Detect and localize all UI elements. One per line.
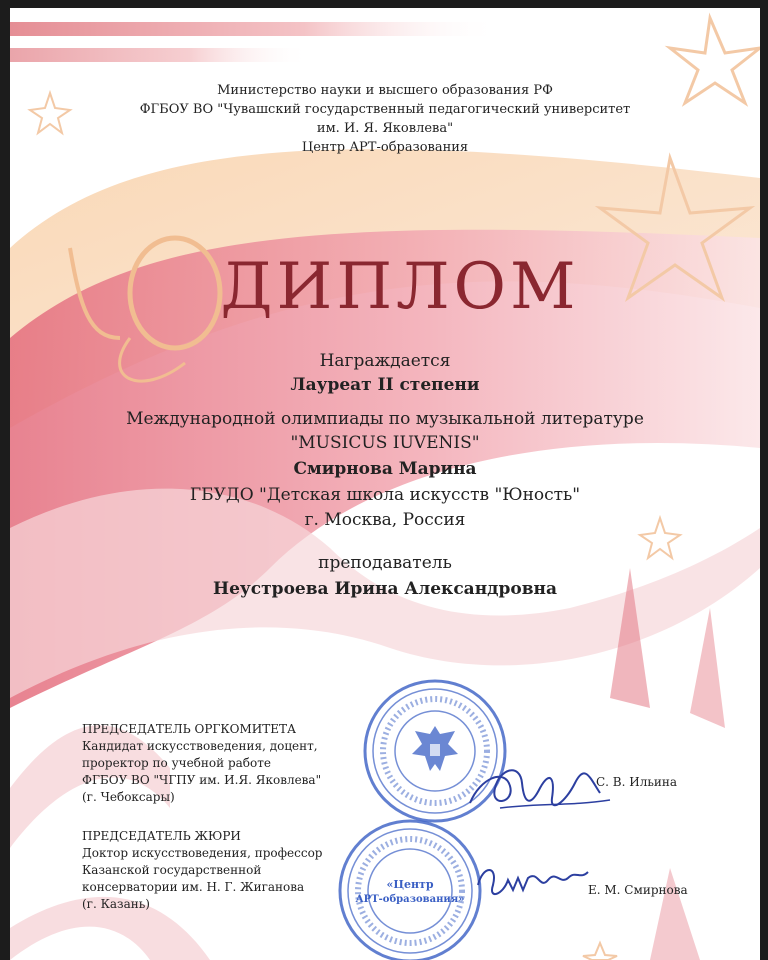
university-line-2: им. И. Я. Яковлева": [316, 121, 454, 136]
org-line-2: проректор по учебной работе: [82, 756, 271, 770]
org-committee-title: ПРЕДСЕДАТЕЛЬ ОРГКОМИТЕТА: [82, 722, 297, 736]
event-description: Международной олимпиады по музыкальной литературе: [126, 409, 644, 429]
art-center-stamp: [335, 816, 485, 960]
jury-title: ПРЕДСЕДАТЕЛЬ ЖЮРИ: [82, 829, 241, 843]
diploma-title: ДИПЛОМ: [220, 250, 580, 324]
degree: Лауреат II степени: [290, 375, 480, 395]
org-committee-block: [82, 721, 321, 806]
org-line-1: Кандидат искусствоведения, доцент,: [82, 739, 318, 753]
signature-smirnova: [468, 850, 608, 910]
city: г. Москва, Россия: [304, 510, 466, 530]
recipient-name: Смирнова Марина: [293, 459, 477, 479]
jury-line-4: (г. Казань): [82, 897, 150, 911]
org-line-3: ФГБОУ ВО "ЧГПУ им. И.Я. Яковлева": [82, 773, 322, 787]
center-line: Центр АРТ-образования: [301, 140, 469, 155]
event-name: "MUSICUS IUVENIS": [290, 433, 480, 453]
diploma-page: [10, 8, 760, 960]
org-line-4: (г. Чебоксары): [82, 790, 175, 804]
jury-chair-name: Е. М. Смирнова: [588, 883, 688, 897]
org-chair-name: С. В. Ильина: [596, 775, 678, 789]
jury-line-1: Доктор искусствоведения, профессор: [82, 846, 323, 860]
teacher-label: преподаватель: [318, 553, 452, 573]
teacher-name: Неустроева Ирина Александровна: [213, 579, 557, 599]
jury-line-3: консерватории им. Н. Г. Жиганова: [82, 880, 305, 894]
stamp-text-1: «Центр: [386, 878, 434, 891]
university-line: ФГБОУ ВО "Чувашский государственный педагогический университет: [139, 102, 631, 117]
awarded-label: Награждается: [319, 351, 451, 371]
ministry-line: Министерство науки и высшего образования РФ: [217, 83, 553, 98]
jury-line-2: Казанской государственной: [82, 863, 262, 877]
jury-block: [82, 828, 322, 913]
stamp-text-2: АРТ-образования»: [355, 894, 465, 905]
school-name: ГБУДО "Детская школа искусств "Юность": [189, 485, 581, 505]
